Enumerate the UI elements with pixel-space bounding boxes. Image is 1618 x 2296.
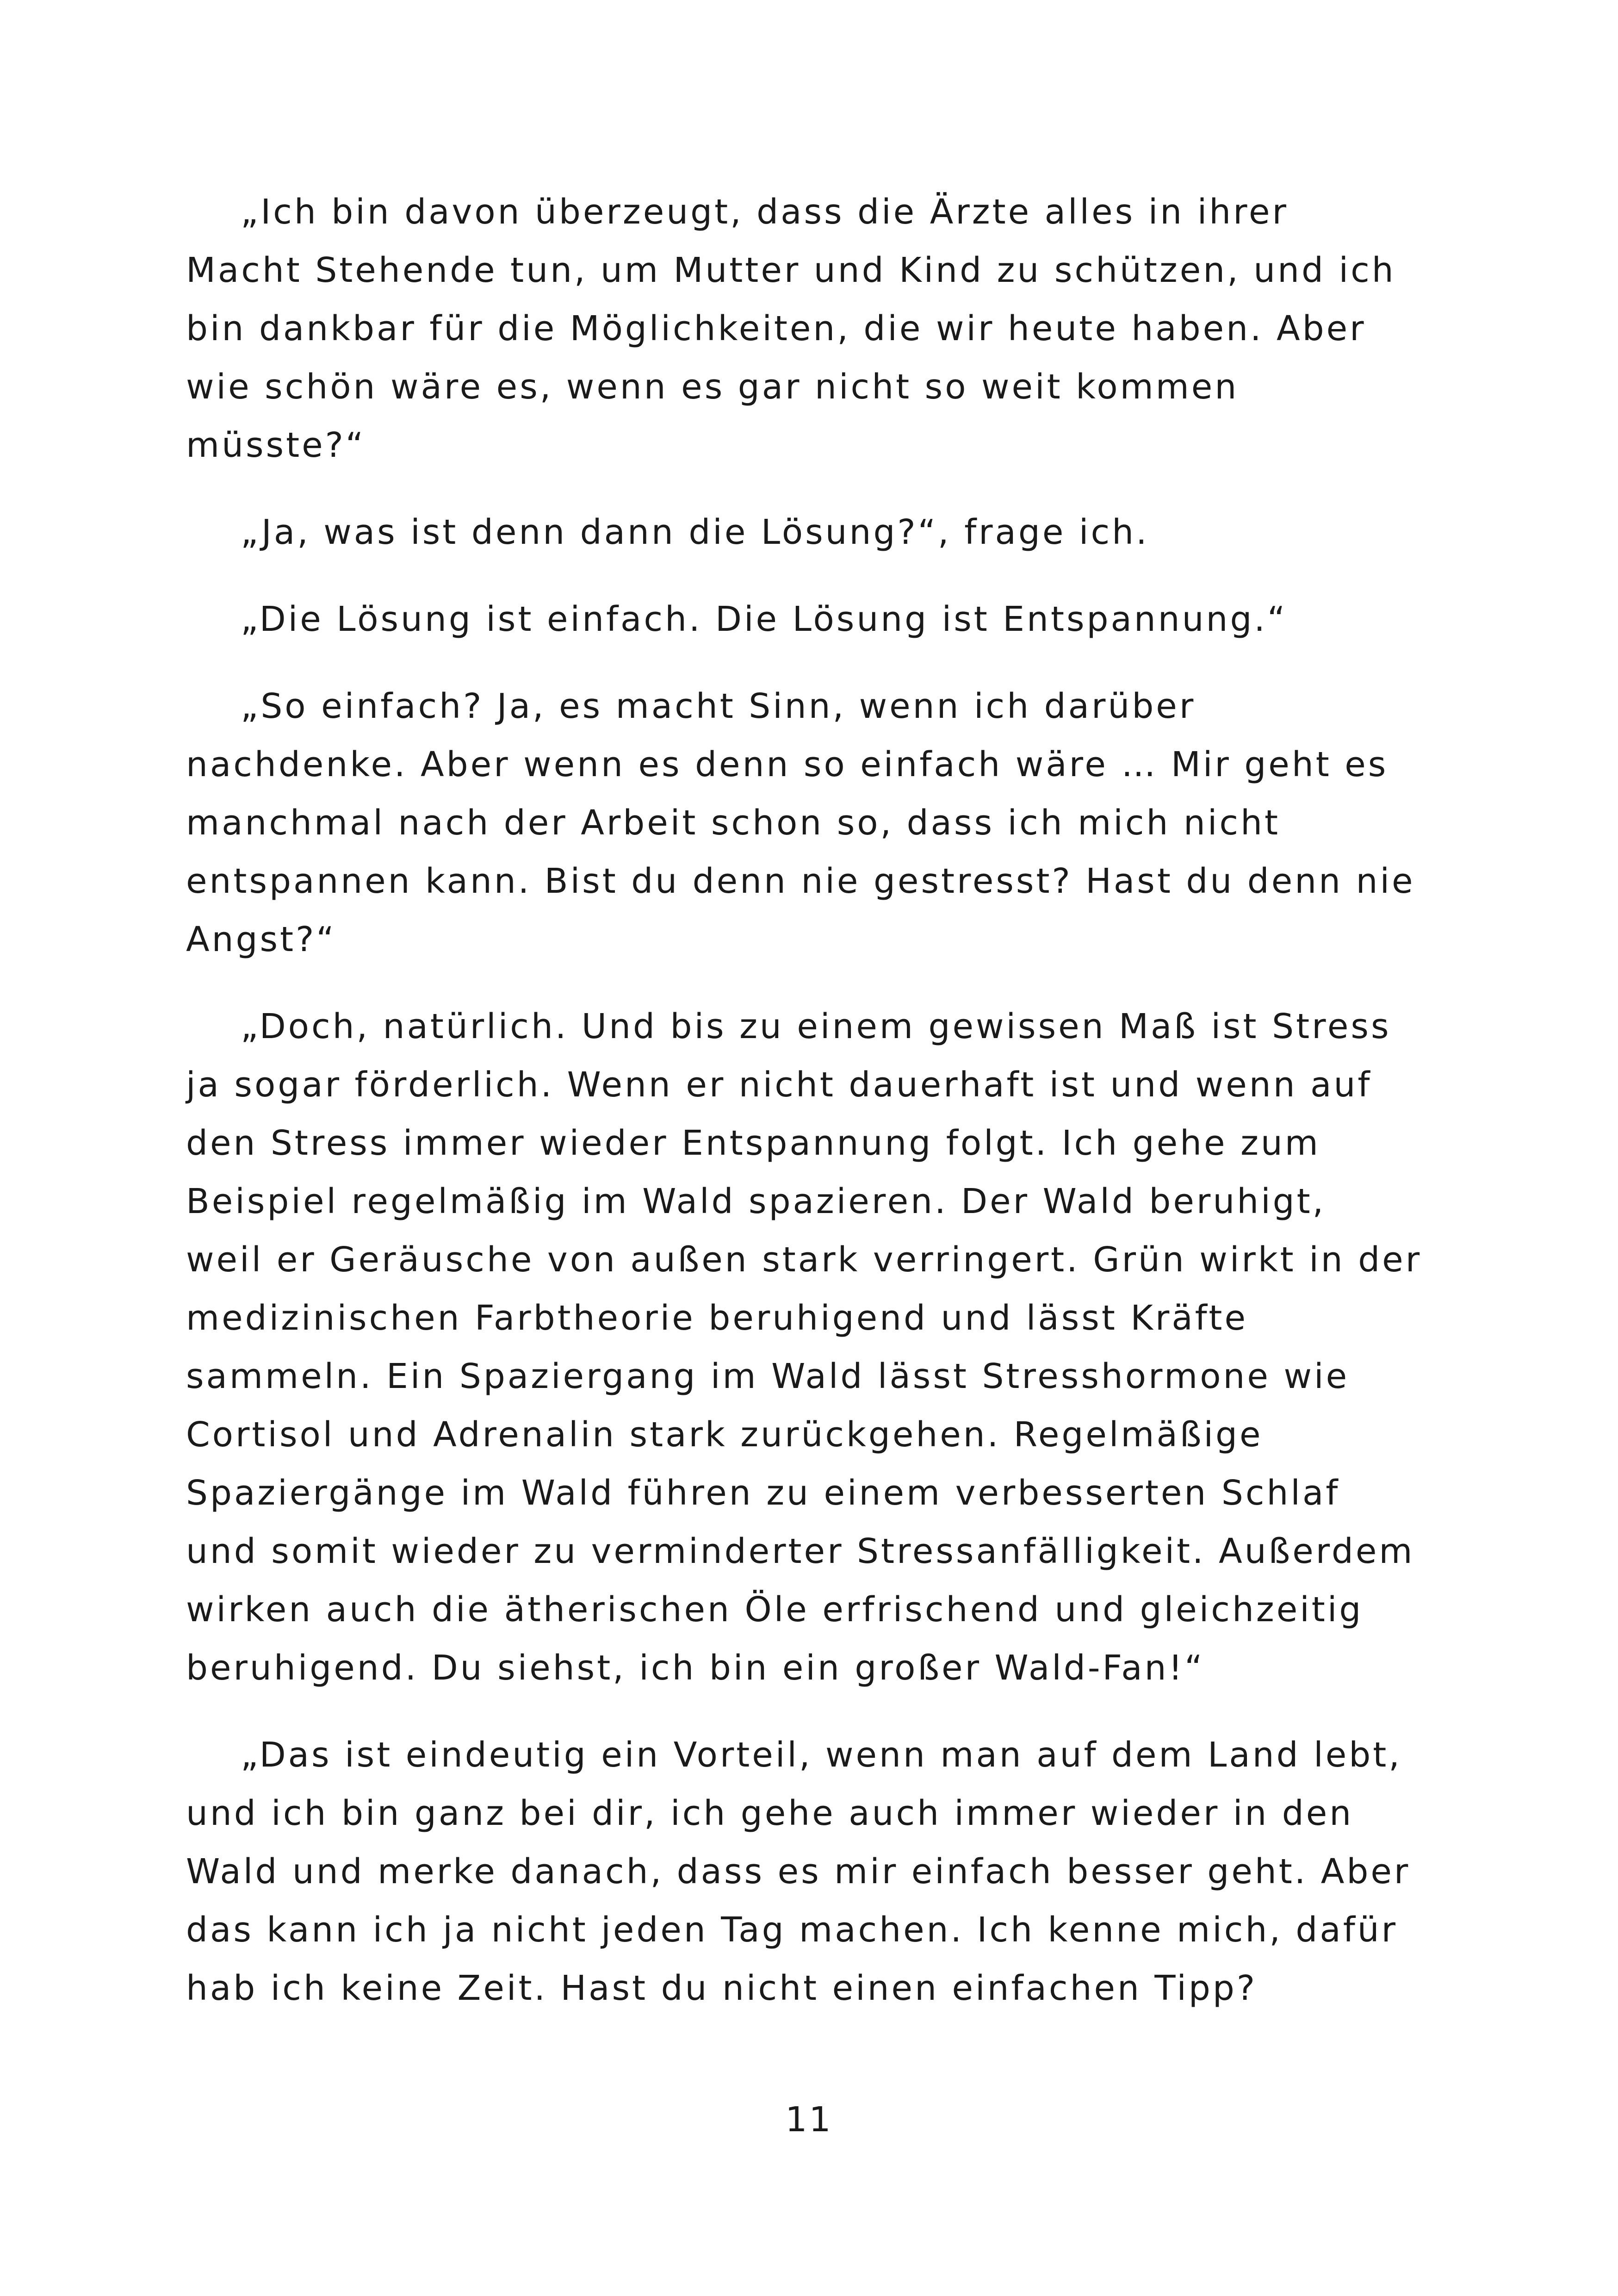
body-text bbox=[186, 183, 1444, 2046]
paragraph-5: „Doch, natürlich. Und bis zu einem gewissen Maß ist Stress ja sogar förderlich. Wenn er nicht dauerhaft ist und wenn auf den Stress immer wieder Entspannung folgt. Ich gehe zum Beispiel regelmäßig im Wald spazieren. Der Wald beruhigt, weil er Geräusche von außen stark verringert. Grün wirkt in der medizinischen Farbtheorie beruhigend und lässt Kräfte sammeln. Ein Spaziergang im Wald lässt Stresshormone wie Cortisol und Adrenalin stark zurückgehen. Regelmäßige Spaziergänge im Wald führen zu einem verbesserten Schlaf und somit wieder zu verminderter Stressanfälligkeit. Außerdem wirken auch die ätherischen Öle erfrischend und gleichzeitig beruhigend. Du siehst, ich bin ein großer Wald-Fan!“ bbox=[186, 1007, 1422, 1688]
paragraph-1: „Ich bin davon überzeugt, dass die Ärzte alles in ihrer Macht Stehende tun, um Mutter und Kind zu schützen, und ich bin dankbar für die Möglichkeiten, die wir heute haben. Aber wie schön wäre es, wenn es gar nicht so weit kommen müsste?“ bbox=[186, 192, 1396, 465]
paragraph-6: „Das ist eindeutig ein Vorteil, wenn man auf dem Land lebt, und ich bin ganz bei dir, ich gehe auch immer wieder in den Wald und merke danach, dass es mir einfach besser geht. Aber das kann ich ja nicht jeden Tag machen. Ich kenne mich, dafür hab ich keine Zeit. Hast du nicht einen einfachen Tipp? bbox=[186, 1735, 1411, 2008]
paragraph-4: „So einfach? Ja, es macht Sinn, wenn ich darüber nachdenke. Aber wenn es denn so einfach wäre … Mir geht es manchmal nach der Arbeit schon so, dass ich mich nicht entspannen kann. Bist du denn nie gestresst? Hast du denn nie Angst?“ bbox=[186, 686, 1415, 959]
paragraph-2: „Ja, was ist denn dann die Lösung?“, frage ich. bbox=[241, 512, 1149, 552]
paragraph-3: „Die Lösung ist einfach. Die Lösung ist Entspannung.“ bbox=[241, 599, 1288, 639]
page-number: 11 bbox=[785, 2100, 833, 2140]
